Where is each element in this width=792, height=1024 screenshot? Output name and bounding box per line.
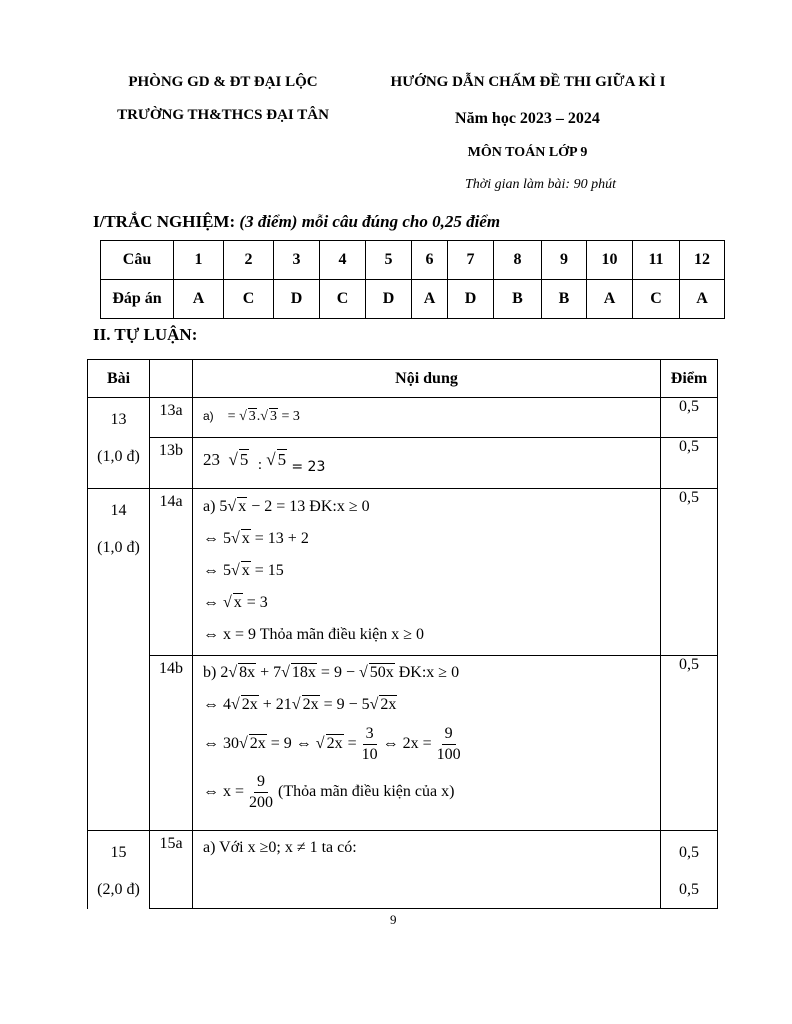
answer-cell: D	[274, 280, 320, 319]
problem-score: (1,0 đ)	[97, 448, 140, 465]
answer-cell: B	[494, 280, 542, 319]
solution-15a	[193, 831, 661, 909]
answer-cell: A	[587, 280, 633, 319]
row-label-answer: Đáp án	[101, 280, 174, 319]
problem-14-cell	[88, 489, 150, 831]
q-cell: 4	[320, 241, 366, 280]
solution-13a: a) = √ 3.√ 3 = 3	[193, 398, 661, 438]
table-row	[88, 398, 718, 438]
part-label: 15a	[150, 831, 193, 909]
doc-title: HƯỚNG DẪN CHẤM ĐỀ THI GIỮA KÌ I	[390, 74, 666, 90]
problem-number: 13	[110, 411, 127, 428]
table-header-row	[88, 360, 718, 398]
points-value: 0,5	[679, 844, 699, 861]
header-points: Điểm	[661, 360, 718, 398]
answer-cell: B	[542, 280, 587, 319]
problem-number: 15	[110, 844, 127, 861]
problem-score: (2,0 đ)	[97, 881, 140, 898]
solution-13b: 23 √ 5 : √ 5 $_{= 23}$	[193, 438, 661, 489]
header-bai: Bài	[88, 360, 150, 398]
q-cell: 9	[542, 241, 587, 280]
part-label: 14a	[150, 489, 193, 656]
points-cell: 0,5	[661, 489, 718, 656]
section2-title: II. TỰ LUẬN:	[93, 325, 198, 344]
solution-14b: b) 2√ 8x + 7√ 18x = 9 − √ 50x ĐK:x ≥ 0 ⇔ 4√ 2x + 21√ 2x = 9 − 5√ 2x ⇔ 30√ 2x = 9 ⇔ √ 2x = $\frac{3}{10}$ ⇔ 2x = $\frac{9}{100}$ ⇔ x = $\frac{9}{200}$ (Thỏa mãn điều kiện của x)	[193, 656, 661, 831]
points-cell: 0,5	[661, 438, 718, 489]
essay-grading-table	[87, 359, 718, 909]
solution-14a: a) 5√ x − 2 = 13 ĐK:x ≥ 0 ⇔ 5√ x = 13 + 2 ⇔ 5√ x = 15 ⇔ √ x = 3 ⇔ x = 9 Thỏa mãn điều kiện x ≥ 0	[193, 489, 661, 656]
result-13b: = 23	[291, 459, 326, 475]
table-row	[88, 831, 718, 909]
answer-cell: C	[320, 280, 366, 319]
part-label: 14b	[150, 656, 193, 831]
problem-score: (1,0 đ)	[97, 539, 140, 556]
problem-number: 14	[110, 502, 127, 519]
section1-note: (3 điểm) mỗi câu đúng cho 0,25 điểm	[239, 212, 501, 231]
q-cell: 1	[174, 241, 224, 280]
dept-name: PHÒNG GD & ĐT ĐẠI LỘC	[128, 74, 318, 90]
school-year: Năm học 2023 – 2024	[455, 110, 600, 127]
part-prefix: a)	[203, 409, 214, 423]
points-cell	[661, 831, 718, 909]
subject: MÔN TOÁN LỚP 9	[467, 145, 588, 160]
problem-13-cell	[88, 398, 150, 489]
answer-key-table	[100, 240, 725, 319]
condition-note: Thỏa mãn điều kiện x ≥ 0	[259, 626, 425, 643]
answer-cell: C	[224, 280, 274, 319]
points-cell: 0,5	[661, 398, 718, 438]
condition: ĐK:x ≥ 0	[309, 498, 370, 515]
answer-cell: C	[633, 280, 680, 319]
answer-cell: A	[174, 280, 224, 319]
header-content: Nội dung	[193, 360, 661, 398]
header-blank	[150, 360, 193, 398]
q-cell: 6	[412, 241, 448, 280]
row-label-question: Câu	[101, 241, 174, 280]
answer-row	[101, 280, 725, 319]
part-label: 13b	[150, 438, 193, 489]
condition-note: (Thỏa mãn điều kiện của x)	[278, 783, 455, 800]
part-label: 13a	[150, 398, 193, 438]
points-cell: 0,5	[661, 656, 718, 831]
school-name: TRƯỜNG TH&THCS ĐẠI TÂN	[117, 107, 329, 123]
table-row	[88, 438, 718, 489]
table-row	[88, 656, 718, 831]
table-row	[88, 489, 718, 656]
q-cell: 11	[633, 241, 680, 280]
answer-cell: D	[366, 280, 412, 319]
answer-cell: A	[412, 280, 448, 319]
q-cell: 7	[448, 241, 494, 280]
points-value: 0,5	[679, 881, 699, 898]
q-cell: 3	[274, 241, 320, 280]
section1-heading	[93, 212, 500, 232]
exam-time: Thời gian làm bài: 90 phút	[465, 177, 616, 192]
solution-text: a) Với x ≥0; x ≠ 1 ta có:	[203, 839, 357, 856]
question-row	[101, 241, 725, 280]
condition: ĐK:x ≥ 0	[398, 664, 460, 681]
answer-cell: D	[448, 280, 494, 319]
q-cell: 12	[680, 241, 725, 280]
problem-15-cell	[88, 831, 150, 909]
q-cell: 2	[224, 241, 274, 280]
answer-cell: A	[680, 280, 725, 319]
section1-title: I/TRẮC NGHIỆM:	[93, 212, 236, 231]
page-number: 9	[390, 912, 397, 927]
q-cell: 5	[366, 241, 412, 280]
q-cell: 10	[587, 241, 633, 280]
q-cell: 8	[494, 241, 542, 280]
